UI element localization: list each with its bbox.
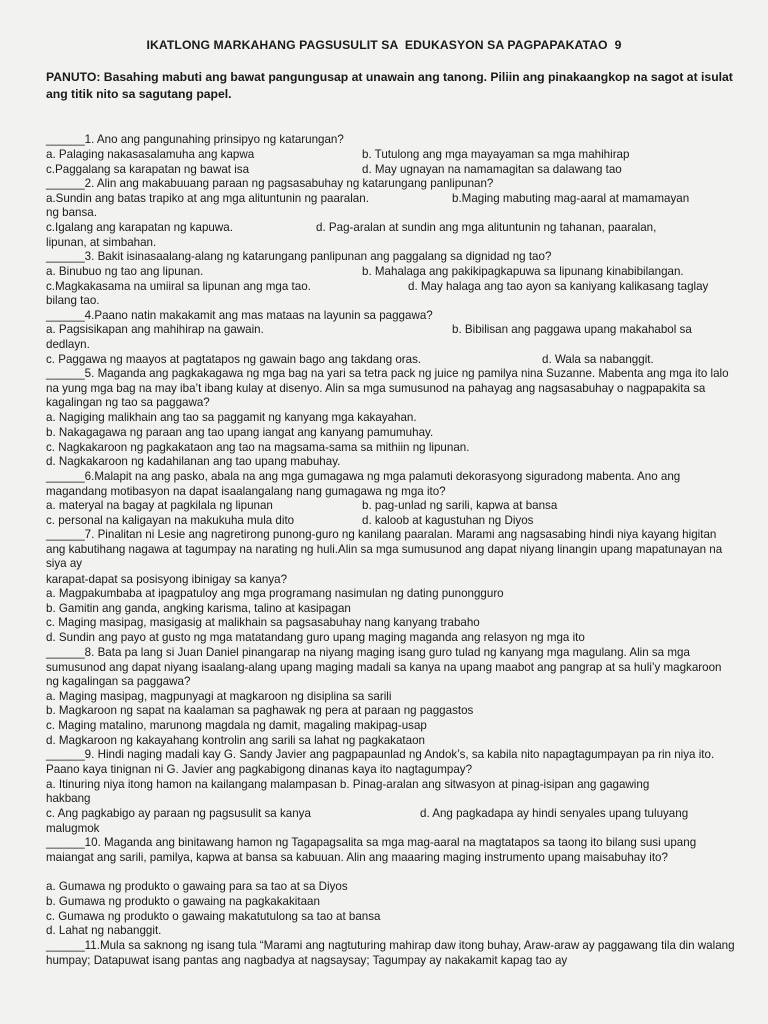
option-a: a. Nagiging malikhain ang tao sa paggamit ng kanyang mga kakayahan.: [46, 411, 417, 424]
option-continuation: hakbang: [46, 792, 91, 805]
option-a: a. Palaging nakasasalamuha ang kapwa: [46, 148, 255, 161]
option-line: [46, 514, 736, 529]
option-b: b.Maging mabuting mag-aaral at mamamayan: [452, 192, 690, 205]
option-c: c. Paggawa ng maayos at pagtatapos ng gawain bago ang takdang oras.: [46, 353, 422, 366]
option-c: c. Gumawa ng produkto o gawaing makatutulong sa tao at bansa: [46, 910, 381, 923]
option-line: [46, 148, 736, 163]
option-b: b. Gamitin ang ganda, angking karisma, talino at kasipagan: [46, 602, 351, 615]
question-3: ______3. Bakit isinasaalang-alang ng katarungang panlipunan ang paggalang sa dignidad ng tao?: [46, 250, 552, 263]
question-10: ______10. Maganda ang binitawang hamon ng Tagapagsalita sa mga mag-aaral na magtatapos sa taong ito bilang susi upang maiangat ang sarili, pamilya, kapwa at bansa sa kabuuan. Alin ang maaaring maging instrumento upang maisabuhay ito?: [46, 836, 697, 864]
option-d: d. May ugnayan na namamagitan sa dalawang tao: [362, 163, 622, 176]
option-line: [46, 192, 736, 207]
option-b: b. Mahalaga ang pakikipagkapuwa sa lipunang kinabibilangan.: [362, 265, 684, 278]
option-d: d. Lahat ng nabanggit.: [46, 924, 162, 937]
question-7-continuation: karapat-dapat sa posisyong ibinigay sa kanya?: [46, 573, 288, 586]
option-a: a. Gumawa ng produkto o gawaing para sa tao at sa Diyos: [46, 880, 348, 893]
question-6: ______6.Malapit na ang pasko, abala na ang mga gumagawa ng mga palamuti dekorasyong siguradong mabenta. Ano ang magandang motibasyon na dapat isaalangalang nang gumagawa ng mga ito?: [46, 470, 681, 498]
option-b: b. Tutulong ang mga mayayaman sa mga mahihirap: [362, 148, 630, 161]
option-b: b. Nakagagawa ng paraan ang tao upang iangat ang kanyang pamumuhay.: [46, 426, 434, 439]
question-11: ______11.Mula sa saknong ng isang tula “Marami ang nagtuturing mahirap daw itong buhay, Araw-araw ay paggawang tila din walang humpay; Datapuwat isang pantas ang nagbadya at nagsaysay; Tagumpay ay nakakamit kapag tao ay: [46, 939, 735, 967]
option-d: d. May halaga ang tao ayon sa kaniyang kalikasang taglay: [408, 280, 709, 293]
option-continuation: malugmok: [46, 822, 100, 835]
option-d: d. Pag-aralan at sundin ang mga alituntunin ng tahanan, paaralan,: [316, 221, 657, 234]
question-1: ______1. Ano ang pangunahing prinsipyo ng katarungan?: [46, 133, 344, 146]
option-b: b. pag-unlad ng sarili, kapwa at bansa: [362, 499, 558, 512]
question-8: ______8. Bata pa lang si Juan Daniel pinangarap na niyang maging isang guro tulad ng kanyang mga magulang. Alin sa mga sumusunod ang dapat niyang isaalang-alang upang maging madali sa kanya na upang maabot ang pangrap at sa huli’y magkaroon ng kagalingan sa paggawa?: [46, 646, 722, 689]
option-b: b. Bibilisan ang paggawa upang makahabol sa: [452, 323, 692, 336]
option-c: c.Igalang ang karapatan ng kapuwa.: [46, 221, 233, 234]
question-7: ______7. Pinalitan ni Lesie ang nagretirong punong-guro ng kanilang paaralan. Marami ang nagsasabing hindi niya kayang higitan ang kabutihang nagawa at tagumpay na narating ng huli.Alin sa mga sumusunod ang dapat niyang linangin upang mapatunayan na siya ay: [46, 528, 723, 571]
instructions: PANUTO: Basahing mabuti ang bawat pangungusap at unawain ang tanong. Piliin ang pinakaangkop na sagot at isulat ang titik nito sa sagutang papel.: [46, 70, 733, 101]
question-2: ______2. Alin ang makabuuang paraan ng pagsasabuhay ng katarungang panlipunan?: [46, 177, 494, 190]
option-c: c. personal na kaligayan na makukuha mula dito: [46, 514, 295, 527]
option-line: [46, 221, 736, 236]
option-line: [46, 353, 736, 368]
question-9: ______9. Hindi naging madali kay G. Sandy Javier ang pagpapaunlad ng Andok’s, sa kabila nito napagtagumpayan pa rin niya ito. Paano kaya tinignan ni G. Javier ang pagkabigong dinanas kaya ito nagtagumpay?: [46, 748, 715, 776]
option-line: [46, 323, 736, 338]
option-c: c.Paggalang sa karapatan ng bawat isa: [46, 163, 250, 176]
option-line: a. Itinuring niya itong hamon na kailangang malampasan b. Pinag-aralan ang sitwasyon at pinag-isipan ang gagawing: [46, 778, 650, 791]
option-a: a. Pagsisikapan ang mahihirap na gawain.: [46, 323, 264, 336]
option-b: b. Gumawa ng produkto o gawaing na pagkakakitaan: [46, 895, 320, 908]
option-line: [46, 163, 736, 178]
option-a: a.Sundin ang batas trapiko at ang mga alituntunin ng paaralan.: [46, 192, 369, 205]
question-4: ______4.Paano natin makakamit ang mas mataas na layunin sa paggawa?: [46, 309, 433, 322]
option-line: [46, 807, 736, 822]
option-continuation: dedlayn.: [46, 338, 90, 351]
option-c: c. Maging masipag, masigasig at malikhain sa pagsasabuhay nang kanyang trabaho: [46, 616, 480, 629]
option-a: a. materyal na bagay at pagkilala ng lipunan: [46, 499, 273, 512]
option-continuation: lipunan, at simbahan.: [46, 236, 157, 249]
option-c: c. Maging matalino, marunong magdala ng damit, magaling makipag-usap: [46, 719, 427, 732]
option-continuation: ng bansa.: [46, 206, 97, 219]
option-d: d. Sundin ang payo at gusto ng mga matatandang guro upang maging maganda ang relasyon ng mga ito: [46, 631, 585, 644]
option-a: a. Magpakumbaba at ipagpatuloy ang mga programang nasimulan ng dating punongguro: [46, 587, 504, 600]
option-a: a. Maging masipag, magpunyagi at magkaroon ng disiplina sa sarili: [46, 690, 392, 703]
option-line: [46, 499, 736, 514]
option-line: [46, 265, 736, 280]
option-d: d. Ang pagkadapa ay hindi senyales upang tuluyang: [420, 807, 689, 820]
option-d: d. kaloob at kagustuhan ng Diyos: [362, 514, 534, 527]
question-5: ______5. Maganda ang pagkakagawa ng mga bag na yari sa tetra pack ng juice ng pamilya nina Suzanne. Mabenta ang mga ito lalo na yung mga bag na may iba’t ibang kulay at disenyo. Alin sa mga sumusunod na pahayag ang nagsasabuhay o nagpapakita sa kagalingan ng tao sa paggawa?: [46, 367, 729, 410]
exam-title: IKATLONG MARKAHANG PAGSUSULIT SA EDUKASYON SA PAGPAPAKATAO 9: [146, 38, 622, 52]
option-d: d. Nagkakaroon ng kadahilanan ang tao upang mabuhay.: [46, 455, 341, 468]
option-a: a. Binubuo ng tao ang lipunan.: [46, 265, 204, 278]
option-continuation: bilang tao.: [46, 294, 100, 307]
option-c: c.Magkakasama na umiiral sa lipunan ang mga tao.: [46, 280, 311, 293]
option-d: d. Wala sa nabanggit.: [542, 353, 654, 366]
option-d: d. Magkaroon ng kakayahang kontrolin ang sarili sa lahat ng pagkakataon: [46, 734, 425, 747]
option-line: [46, 280, 736, 295]
option-c: c. Nagkakaroon ng pagkakataon ang tao na magsama-sama sa mithiin ng lipunan.: [46, 441, 470, 454]
option-c: c. Ang pagkabigo ay paraan ng pagsusulit sa kanya: [46, 807, 311, 820]
option-b: b. Magkaroon ng sapat na kaalaman sa paghawak ng pera at paraan ng paggastos: [46, 704, 474, 717]
